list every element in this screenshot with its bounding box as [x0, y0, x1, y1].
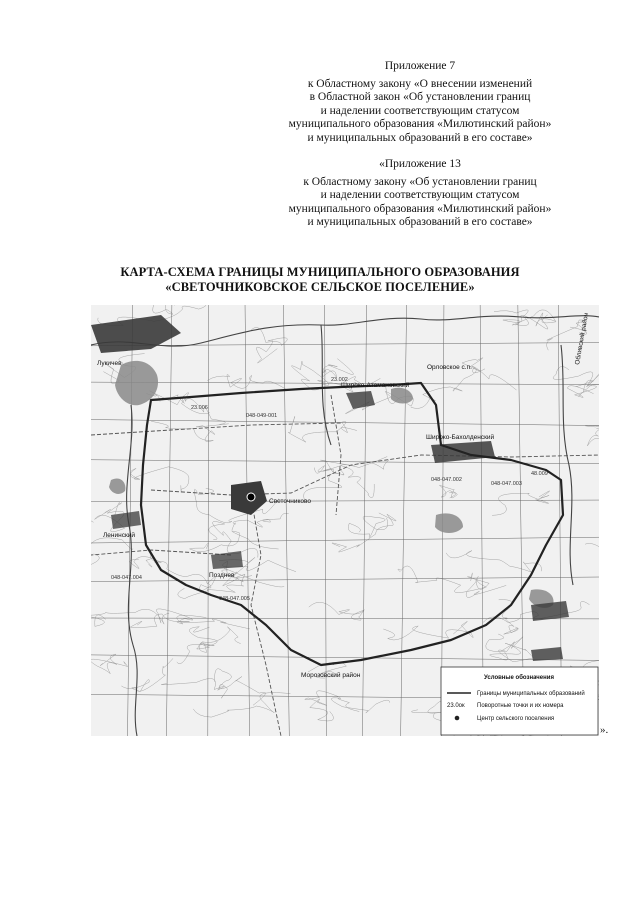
appendix-7-line: и наделении соответствующим статусом: [320, 104, 520, 117]
appendix-7-line: в Областной закон «Об установлении границ: [309, 91, 531, 103]
boundary-point-label: 048-047.002: [431, 477, 462, 483]
place-label-orlovskoe: Орловское с.п.: [427, 364, 472, 371]
settlement-center-marker: [247, 493, 255, 501]
boundary-point-label: 23.002: [331, 377, 348, 383]
boundary-point-label: 048-047.005: [219, 596, 250, 602]
closing-quote-mark: ».: [600, 724, 609, 736]
place-label-shiroko-atamanovsky: Широко-Атамановский: [341, 382, 410, 389]
map-legend: [441, 667, 598, 735]
appendix-13-line: и наделении соответствующим статусом: [320, 189, 520, 201]
boundary-point-label: 048-049-001: [246, 413, 278, 419]
appendix-13-line: муниципального образования «Милютинский район»: [288, 202, 552, 215]
boundary-point-label: 048-047.004: [111, 575, 142, 581]
place-label-pozdnev: Позднев: [209, 572, 235, 579]
boundary-point-label: 48.009: [531, 471, 548, 477]
appendix-13-line: к Областному закону «Об установлении границ: [303, 175, 537, 188]
map-title-line-2: «СВЕТОЧНИКОВСКОЕ СЕЛЬСКОЕ ПОСЕЛЕНИЕ»: [165, 280, 475, 294]
appendix-7-line: и муниципальных образований в его составе»: [307, 131, 533, 144]
appendix-7-line: муниципального образования «Милютинский район»: [288, 118, 552, 130]
boundary-point-label: 048-047.003: [491, 481, 522, 487]
appendix-7-heading: Приложение 7: [384, 60, 456, 72]
place-label-lukichev: Лукичев: [97, 360, 122, 367]
legend-point-symbol: 23.0ок: [447, 703, 465, 709]
map-title-line-1: КАРТА-СХЕМА ГРАНИЦЫ МУНИЦИПАЛЬНОГО ОБРАЗОВАНИЯ: [120, 265, 520, 279]
topographic-map: [91, 305, 599, 736]
legend-center-symbol: [455, 716, 460, 721]
place-label-oblivsky-district: Обливский район: [574, 312, 591, 366]
legend-label-points: Поворотные точки и их номера: [477, 703, 564, 709]
appendix-7-line: к Областному закону «О внесении изменений: [307, 77, 533, 90]
legend-title: Условные обозначения: [484, 675, 554, 681]
legend-label-boundary: Границы муниципальных образований: [477, 691, 585, 697]
legend-label-center: Центр сельского поселения: [477, 716, 555, 722]
appendix-13-heading: «Приложение 13: [379, 158, 461, 170]
place-label-svetochnikovo: Светочниково: [269, 498, 311, 505]
place-label-leninsky: Ленинский: [103, 532, 136, 539]
map-title: [0, 265, 640, 295]
boundary-point-label: 23.006: [191, 405, 208, 411]
place-label-morozovsky-district: Морозовский район: [301, 672, 361, 679]
appendix-13-block: [250, 158, 590, 230]
place-label-shiroko-bakholdensky: Широко-Бахолденский: [426, 434, 495, 441]
appendix-7-block: [250, 60, 590, 145]
appendix-13-line: и муниципальных образований в его составе»: [307, 216, 533, 228]
